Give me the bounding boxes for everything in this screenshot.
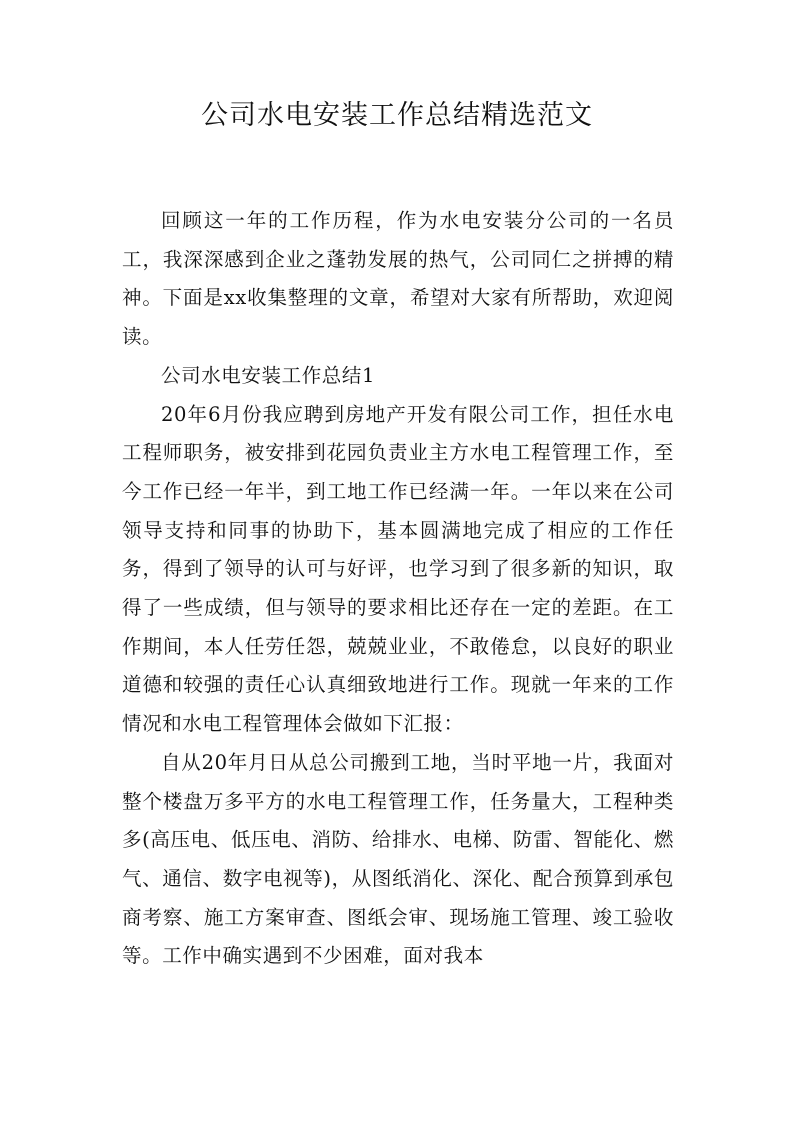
document-title: 公司水电安装工作总结精选范文 [201, 100, 593, 131]
section-heading: 公司水电安装工作总结1 [161, 363, 376, 387]
intro-paragraph: 回顾这一年的工作历程，作为水电安装分公司的一名员工，我深深感到企业之蓬勃发展的热气，公司同仁之拼搏的精神。下面是xx收集整理的文章，希望对大家有所帮助，欢迎阅读。 [122, 209, 674, 349]
document-body [122, 202, 674, 976]
body-paragraph-1: 20年6月份我应聘到房地产开发有限公司工作，担任水电工程师职务，被安排到花园负责业主方水电工程管理工作，至今工作已经一年半，到工地工作已经满一年。一年以来在公司领导支持和同事的协助下，基本圆满地完成了相应的工作任务，得到了领导的认可与好评，也学习到了很多新的知识，取得了一些成绩，但与领导的要求相比还存在一定的差距。在工作期间，本人任劳任怨，兢兢业业，不敢倦怠，以良好的职业道德和较强的责任心认真细致地进行工作。现就一年来的工作情况和水电工程管理体会做如下汇报： [122, 402, 674, 736]
body-paragraph-2: 自从20年月日从总公司搬到工地，当时平地一片，我面对整个楼盘万多平方的水电工程管理工作，任务量大，工程种类多(高压电、低压电、消防、给排水、电梯、防雷、智能化、燃气、通信、数字电视等)，从图纸消化、深化、配合预算到承包商考察、施工方案审查、图纸会审、现场施工管理、竣工验收等。工作中确实遇到不少困难，面对我本 [122, 750, 674, 968]
